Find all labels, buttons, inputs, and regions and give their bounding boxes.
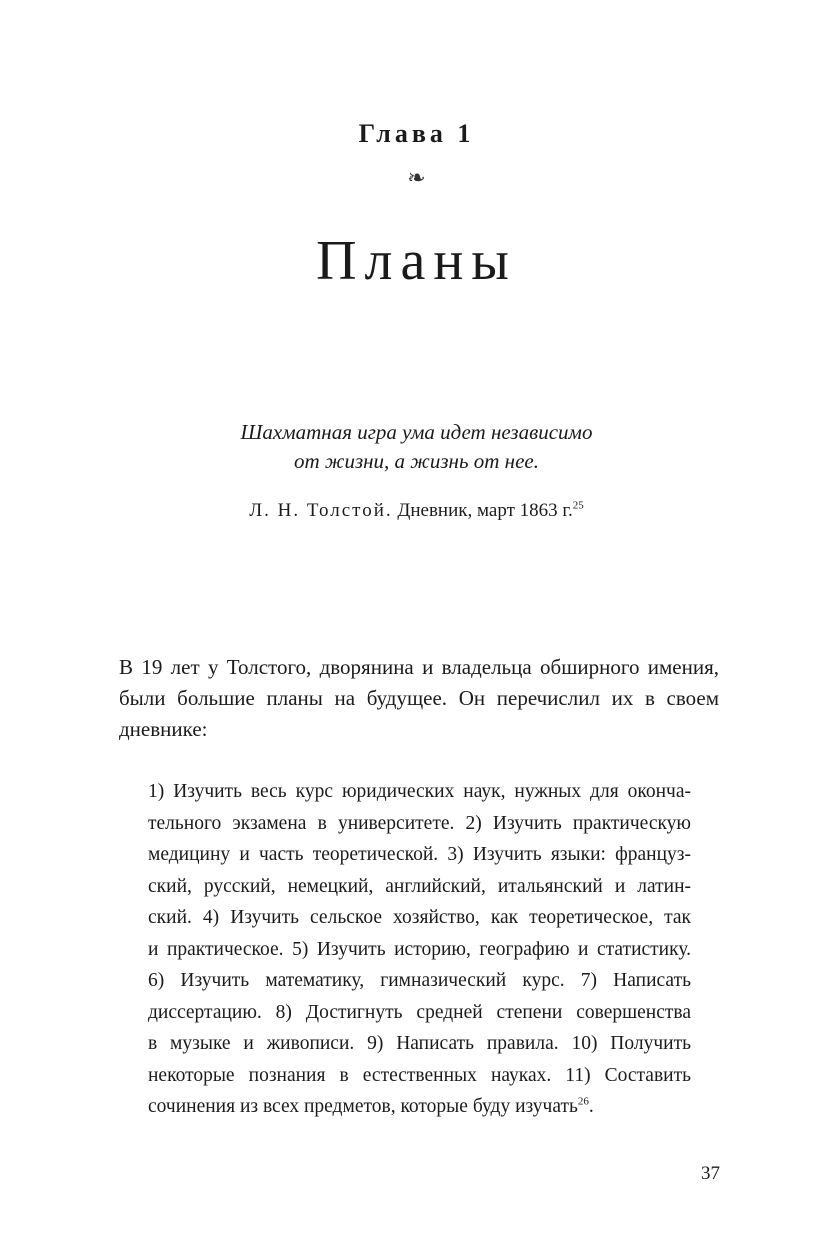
epigraph-line: от жизни, а жизнь от нее.	[294, 449, 539, 473]
epigraph	[0, 418, 833, 476]
quote-line: 6) Изучить математику, гимназический курс. 7) Написать	[148, 970, 691, 991]
chapter-label: Глава 1	[358, 119, 475, 148]
quote-line: в музыке и живописи. 9) Написать правила. 10) Получить	[148, 1033, 691, 1054]
quote-line-text: сочинения из всех предметов, которые буду изучать	[148, 1096, 578, 1117]
footnote-marker: 25	[572, 499, 584, 512]
body-paragraph	[119, 652, 719, 745]
quote-line: 1) Изучить весь курс юридических наук, нужных для оконча-	[148, 781, 691, 802]
quote-line: и практическое. 5) Изучить историю, географию и статистику.	[148, 938, 691, 960]
footnote-marker: 26	[577, 1095, 589, 1108]
epigraph-line: Шахматная игра ума идет независимо	[240, 420, 593, 444]
body-line: были большие планы на будущее. Он перечислил их в своем	[119, 686, 719, 710]
epigraph-source: Дневник, март 1863 г.	[392, 500, 573, 521]
fleuron-ornament-icon: ❧	[407, 166, 426, 191]
quote-line: медицину и часть теоретической. 3) Изучить языки: француз-	[148, 844, 691, 865]
epigraph-author: Л. Н. Толстой.	[249, 500, 393, 521]
chapter-title: Планы	[316, 230, 517, 292]
page-number: 37	[701, 1163, 720, 1184]
epigraph-attribution	[0, 498, 833, 524]
body-line: В 19 лет у Толстого, дворянина и владельца обширного имения,	[119, 655, 719, 679]
quote-line: диссертацию. 8) Достигнуть средней степени совершенства	[148, 1001, 691, 1023]
diary-quote-block	[148, 776, 691, 1123]
quote-line: ский. 4) Изучить сельское хозяйство, как теоретическое, так	[148, 907, 691, 928]
quote-line-last	[148, 1091, 691, 1123]
body-line: дневнике:	[119, 717, 208, 741]
quote-line: ский, русский, немецкий, английский, итальянский и латин-	[148, 875, 691, 897]
quote-line: тельного экзамена в университете. 2) Изучить практическую	[148, 812, 691, 834]
quote-line: некоторые познания в естественных науках. 11) Составить	[148, 1064, 691, 1086]
quote-end-punctuation: .	[588, 1096, 594, 1117]
